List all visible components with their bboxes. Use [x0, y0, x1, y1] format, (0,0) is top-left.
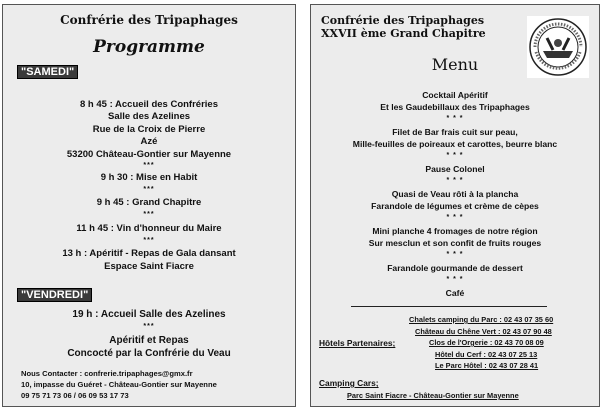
menu-course-dessert: Farandole gourmande de dessert	[387, 263, 523, 273]
separator: ***	[143, 323, 155, 330]
hotel-chalets-camping: Chalets camping du Parc : 02 43 07 35 60	[409, 315, 554, 324]
event-gala-dinner: 13 h : Apéritif - Repas de Gala dansant	[62, 248, 236, 259]
hotel-du-cerf: Hôtel du Cerf : 02 43 07 25 13	[435, 350, 538, 359]
separator: * * *	[446, 251, 464, 258]
contact-phones: 09 75 71 73 06 / 06 09 53 17 73	[21, 391, 129, 400]
separator: * * *	[446, 214, 464, 221]
event-mayor-reception: 11 h 45 : Vin d'honneur du Maire	[76, 223, 222, 234]
hotel-le-parc: Le Parc Hôtel : 02 43 07 28 41	[435, 361, 539, 370]
menu-course-fish: Filet de Bar frais cuit sur peau,	[392, 127, 518, 137]
menu-page	[310, 4, 600, 407]
menu-course-fish-detail: Mille-feuilles de poireaux et carottes, beurre blanc	[352, 139, 558, 149]
divider	[351, 306, 547, 307]
event-welcome-venue: Salle des Azelines	[107, 111, 191, 122]
separator: * * *	[446, 152, 464, 159]
separator: ***	[143, 162, 155, 169]
separator: ***	[143, 237, 155, 244]
menu-course-coffee: Café	[445, 288, 465, 298]
separator: ***	[143, 186, 155, 193]
contact-address: 10, impasse du Guéret - Château-Gontier sur Mayenne	[21, 380, 217, 389]
contact-email: Nous Contacter : confrerie.tripaphages@gmx.fr	[21, 369, 193, 378]
programme-title: Programme	[93, 37, 205, 57]
menu-subheader: XXVII ème Grand Chapitre	[321, 27, 486, 40]
menu-course-veal-detail: Farandole de légumes et crème de cèpes	[371, 201, 539, 211]
separator: * * *	[446, 276, 464, 283]
event-welcome-street: Rue de la Croix de Pierre	[92, 124, 206, 135]
separator: * * *	[446, 115, 464, 122]
separator: ***	[143, 211, 155, 218]
camping-cars-location: Parc Saint Fiacre - Château-Gontier sur Mayenne	[347, 391, 519, 400]
camping-cars-label: Camping Cars;	[319, 378, 379, 388]
event-welcome-postcode: 53200 Château-Gontier sur Mayenne	[66, 149, 232, 160]
menu-course-aperitif-detail: Et les Gaudebillaux des Tripaphages	[380, 102, 530, 112]
day-heading-friday: "VENDREDI"	[17, 288, 92, 302]
event-gala-venue: Espace Saint Fiacre	[104, 261, 194, 272]
day-heading-saturday: "SAMEDI"	[17, 65, 78, 79]
hotel-clos-orgerie: Clos de l'Orgerie : 02 43 70 08 09	[429, 338, 544, 347]
event-friday-host: Concocté par la Confrérie du Veau	[67, 348, 231, 359]
partner-hotels-label: Hôtels Partenaires;	[319, 338, 396, 348]
event-welcome-time: 8 h 45 : Accueil des Confréries	[80, 99, 218, 110]
event-friday-welcome: 19 h : Accueil Salle des Azelines	[72, 309, 226, 320]
hotel-chateau-chene-vert: Château du Chêne Vert : 02 43 07 90 48	[415, 327, 552, 336]
menu-course-cheese-detail: Sur mesclun et son confit de fruits rouges	[368, 238, 542, 248]
programme-header: Confrérie des Tripaphages	[60, 13, 238, 27]
menu-course-aperitif: Cocktail Apéritif	[422, 90, 488, 100]
menu-header: Confrérie des Tripaphages	[321, 14, 485, 27]
event-grand-chapter: 9 h 45 : Grand Chapitre	[96, 197, 202, 208]
menu-course-cheese: Mini planche 4 fromages de notre région	[372, 226, 538, 236]
programme-page	[2, 4, 296, 407]
event-friday-dinner: Apéritif et Repas	[109, 335, 189, 346]
event-welcome-town: Azé	[140, 136, 158, 147]
menu-course-pause: Pause Colonel	[425, 164, 485, 174]
menu-course-veal: Quasi de Veau rôti à la plancha	[391, 189, 519, 199]
event-robing: 9 h 30 : Mise en Habit	[100, 172, 198, 183]
menu-title: Menu	[431, 55, 479, 74]
separator: * * *	[446, 177, 464, 184]
